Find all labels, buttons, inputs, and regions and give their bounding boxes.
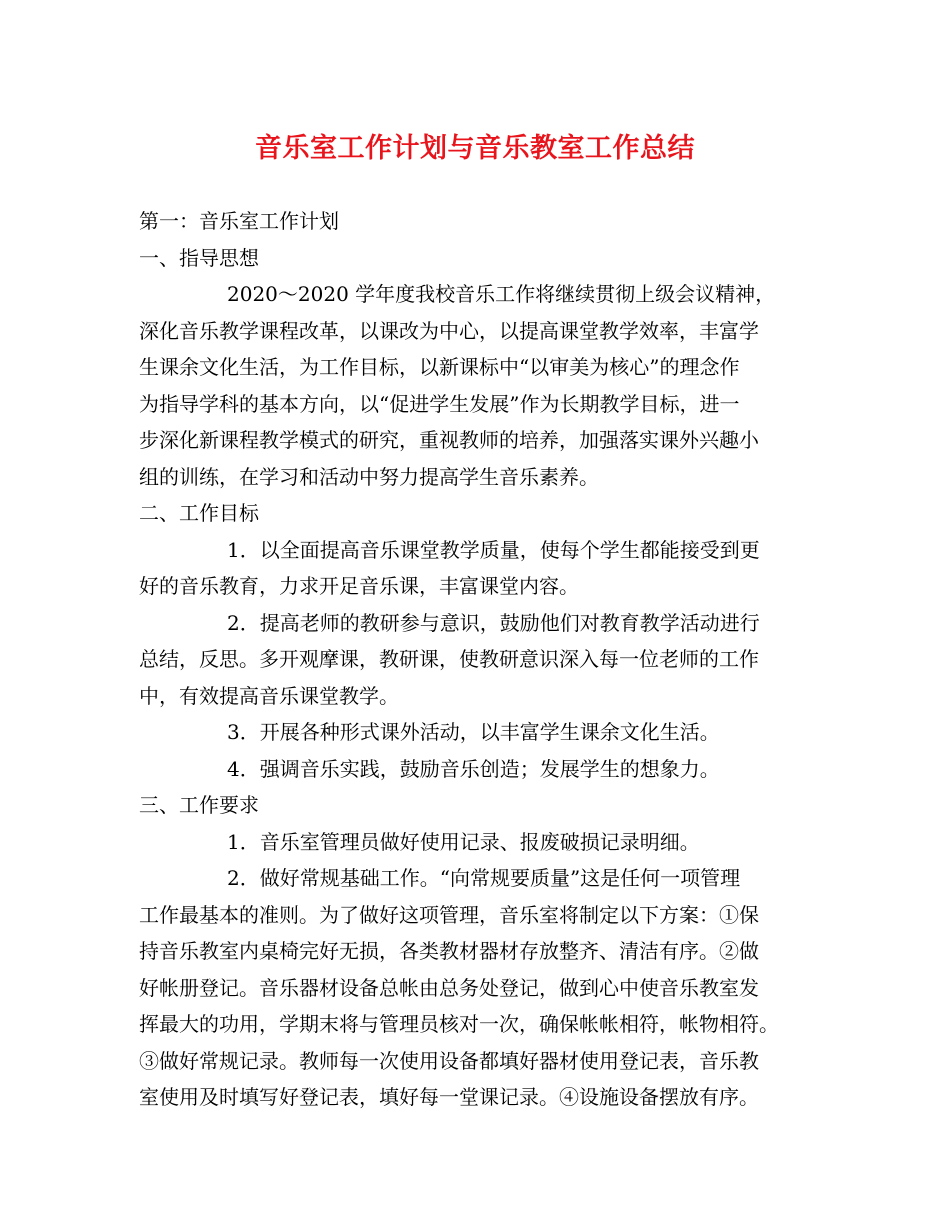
text-line: 1．以全面提高音乐课堂教学质量，使每个学生都能接受到更 (227, 537, 760, 562)
document-body (139, 203, 819, 1116)
text-line: 二、工作目标 (139, 501, 259, 525)
text-line: 2．做好常规基础工作。“向常规要质量”这是任何一项管理 (227, 866, 741, 890)
text-line: 好的音乐教育，力求开足音乐课，丰富课堂内容。 (139, 574, 579, 598)
text-line: 深化音乐教学课程改革，以课改为中心，以提高课堂教学效率，丰富学 (139, 318, 759, 343)
text-line: 室使用及时填写好登记表，填好每一堂课记录。④设施设备摆放有序。 (139, 1085, 759, 1109)
text-line: ③做好常规记录。教师每一次使用设备都填好器材使用登记表，音乐教 (139, 1048, 759, 1073)
text-line: 2020～2020 学年度我校音乐工作将继续贯彻上级会议精神， (227, 282, 776, 306)
text-line: 总结，反思。多开观摩课，教研课，使教研意识深入每一位老师的工作 (139, 647, 759, 671)
text-line: 步深化新课程教学模式的研究，重视教师的培养，加强落实课外兴趣小 (139, 428, 759, 452)
text-line: 挥最大的功用，学期末将与管理员核对一次，确保帐帐相符，帐物相符。 (139, 1012, 779, 1036)
text-line: 生课余文化生活，为工作目标，以新课标中“以审美为核心”的理念作 (139, 355, 740, 379)
text-line: 工作最基本的准则。为了做好这项管理，音乐室将制定以下方案：①保 (139, 902, 759, 927)
text-line: 好帐册登记。音乐器材设备总帐由总务处登记，做到心中使音乐教室发 (139, 975, 759, 1000)
text-line: 为指导学科的基本方向，以“促进学生发展”作为长期教学目标，进一 (139, 391, 740, 416)
text-line: 中，有效提高音乐课堂教学。 (139, 683, 399, 708)
text-line: 一、指导思想 (139, 245, 259, 270)
document-title: 音乐室工作计划与音乐教室工作总结 (255, 133, 695, 164)
text-line: 3．开展各种形式课外活动，以丰富学生课余文化生活。 (227, 720, 720, 744)
text-line: 第一：音乐室工作计划 (139, 209, 339, 233)
text-line: 持音乐教室内桌椅完好无损，各类教材器材存放整齐、清洁有序。②做 (139, 939, 759, 963)
text-line: 4．强调音乐实践，鼓励音乐创造；发展学生的想象力。 (227, 756, 720, 781)
text-line: 1．音乐室管理员做好使用记录、报废破损记录明细。 (227, 829, 700, 854)
text-line: 组的训练，在学习和活动中努力提高学生音乐素养。 (139, 464, 599, 489)
text-line: 三、工作要求 (139, 793, 259, 817)
text-line: 2．提高老师的教研参与意识，鼓励他们对教育教学活动进行 (227, 610, 760, 635)
